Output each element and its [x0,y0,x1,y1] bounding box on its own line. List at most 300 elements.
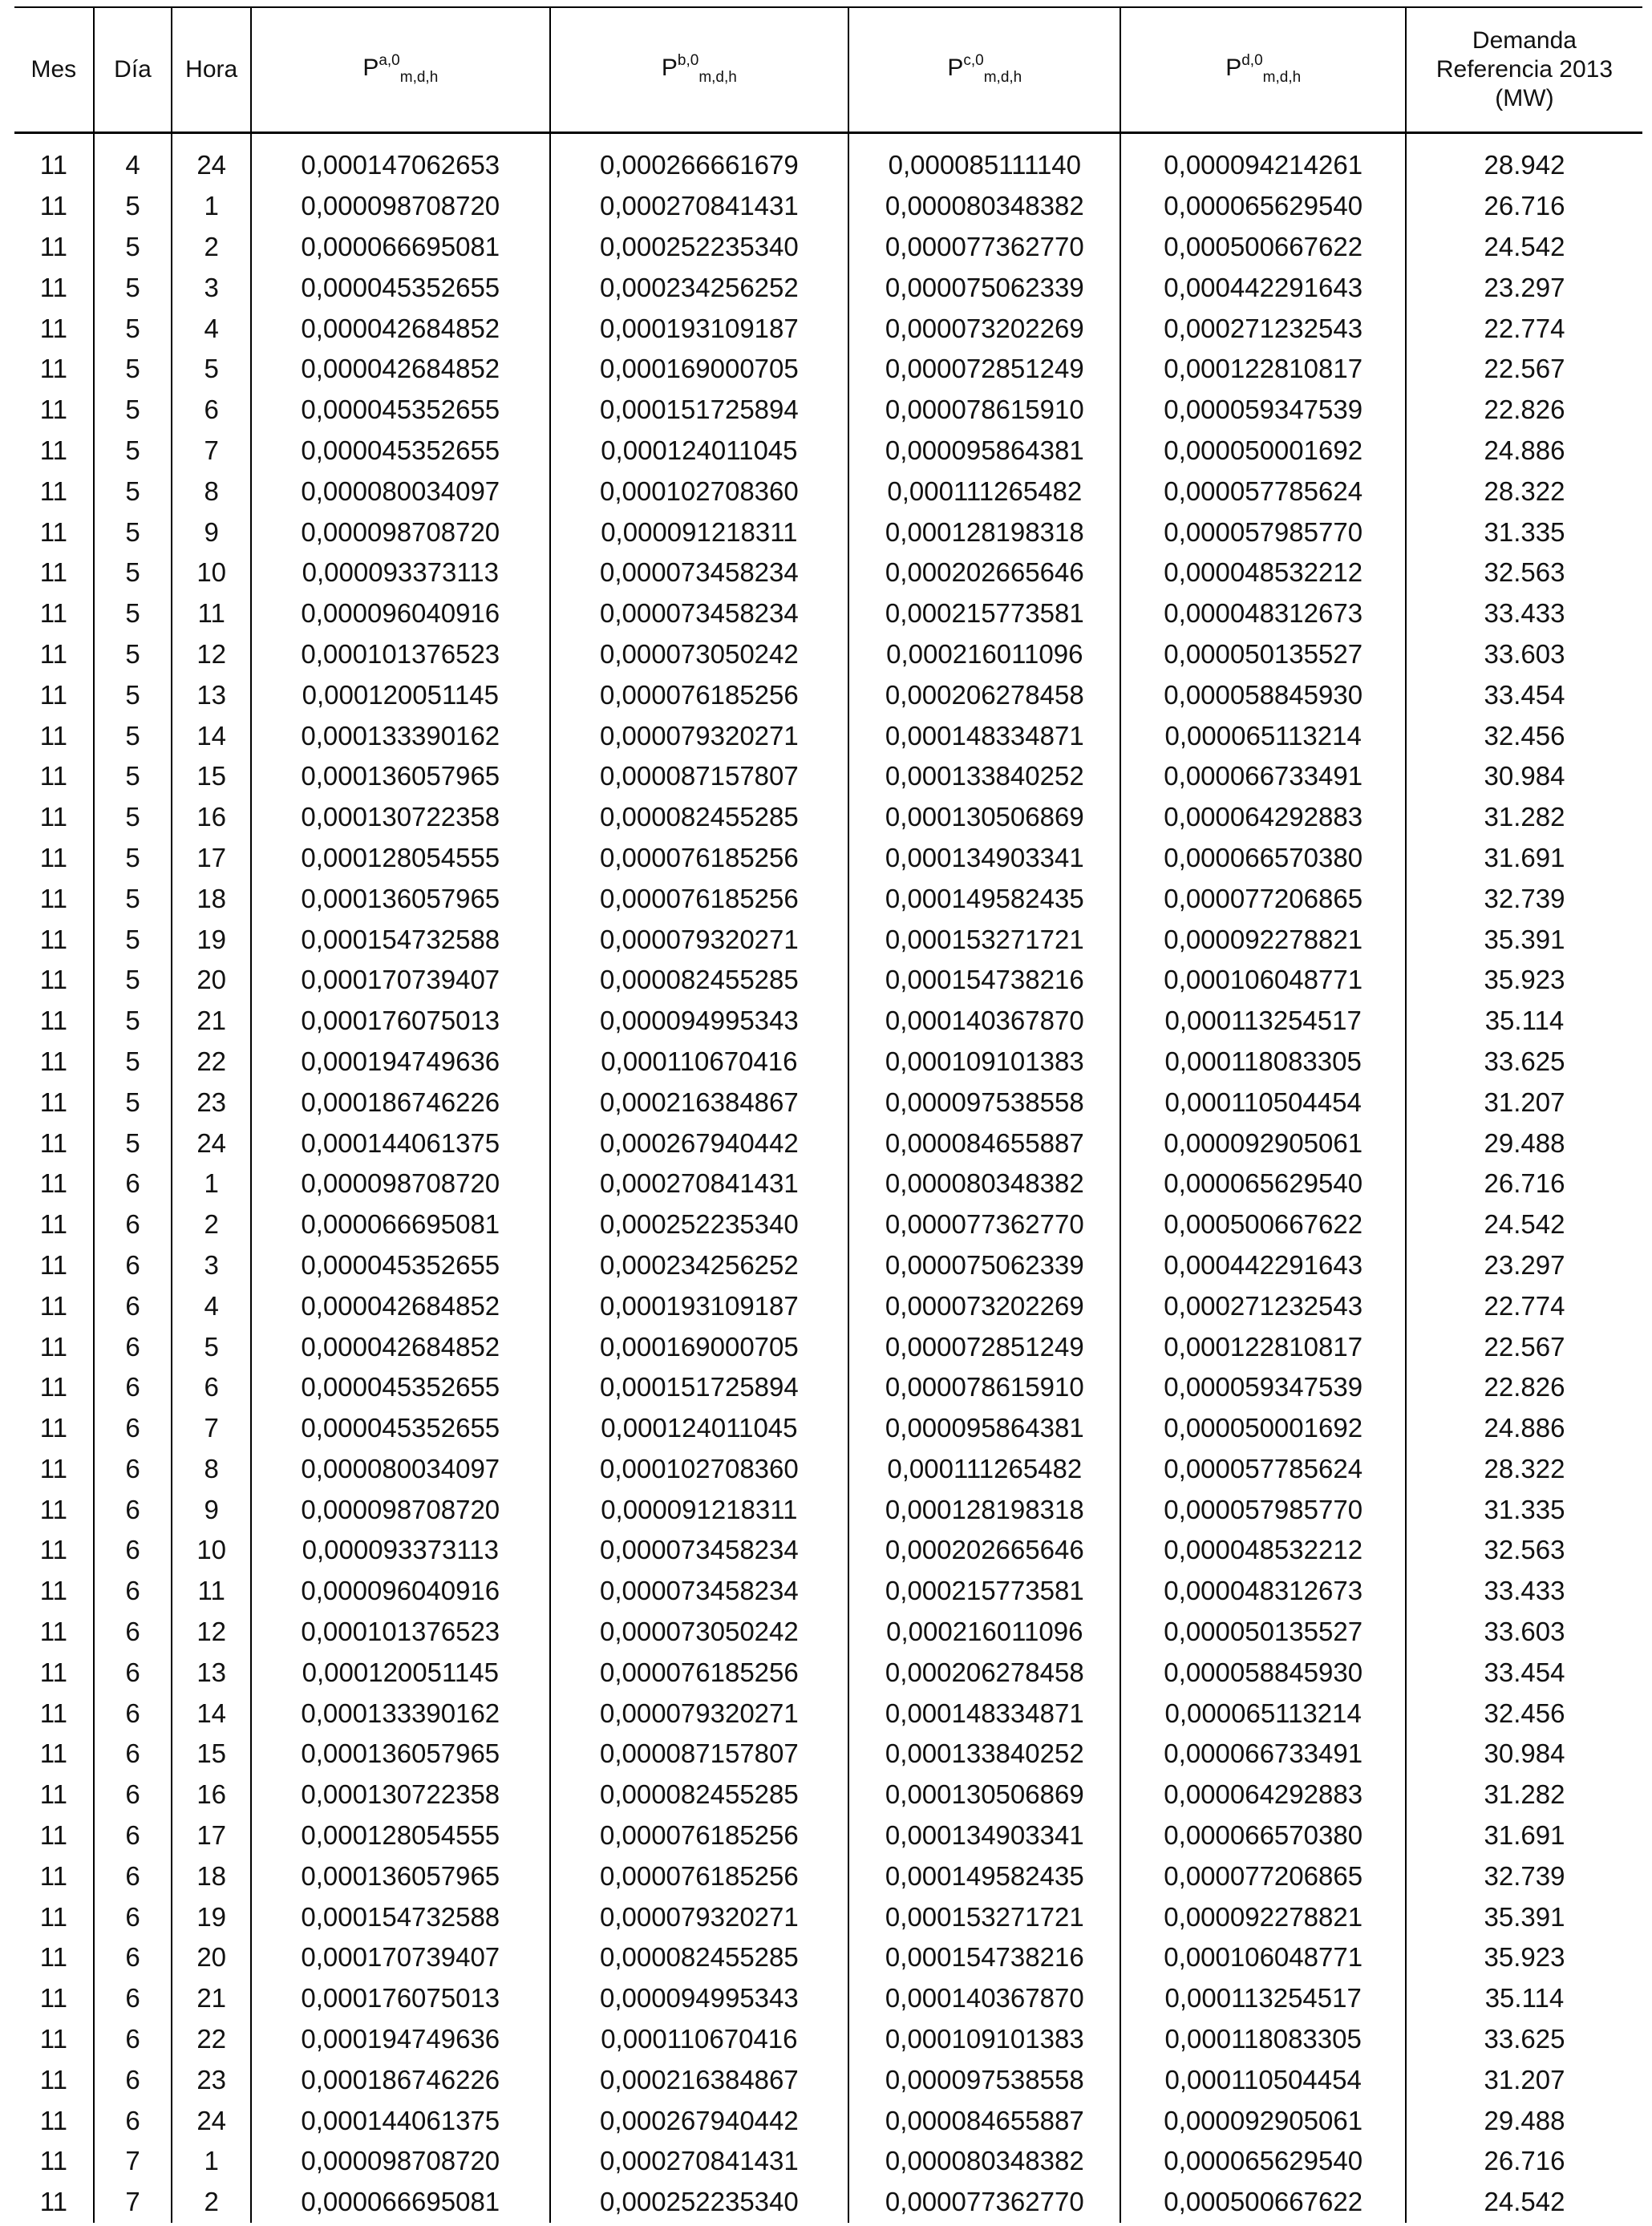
demanda-cell: 22.774 [1406,1285,1642,1326]
hora-cell: 5 [172,349,251,390]
mes-cell: 11 [14,308,94,349]
pa-cell: 0,000133390162 [251,715,550,756]
demanda-cell: 23.297 [1406,267,1642,308]
pd-cell: 0,000106048771 [1120,1937,1405,1978]
dia-cell: 5 [94,552,172,593]
pb-cell: 0,000110670416 [550,1042,849,1083]
mes-cell: 11 [14,1326,94,1367]
table-row [14,145,1642,186]
pd-cell: 0,000065629540 [1120,1164,1405,1204]
hora-cell: 7 [172,1408,251,1449]
pd-cell: 0,000271232543 [1120,308,1405,349]
hora-cell: 22 [172,2019,251,2060]
dia-cell: 5 [94,960,172,1001]
hora-cell: 3 [172,1245,251,1286]
pa-cell: 0,000098708720 [251,2141,550,2182]
mes-cell: 11 [14,1652,94,1693]
pa-cell: 0,000120051145 [251,1652,550,1693]
pd-cell: 0,000065629540 [1120,186,1405,227]
dia-cell: 5 [94,715,172,756]
pc-cell: 0,000078615910 [848,390,1120,431]
table-row [14,2182,1642,2223]
dia-cell: 5 [94,756,172,797]
pb-cell: 0,000193109187 [550,1285,849,1326]
table-row [14,1123,1642,1164]
mes-cell: 11 [14,512,94,552]
header-pc-sub: m,d,h [983,69,1022,86]
header-pa-sub: m,d,h [399,69,439,86]
demanda-cell: 33.603 [1406,1612,1642,1653]
header-pd [1120,7,1405,133]
hora-cell: 12 [172,1612,251,1653]
table-row [14,1734,1642,1775]
demanda-cell: 22.826 [1406,390,1642,431]
mes-cell: 11 [14,715,94,756]
header-dia: Día [94,7,172,133]
pa-cell: 0,000136057965 [251,878,550,919]
demanda-cell: 31.282 [1406,797,1642,838]
pb-cell: 0,000270841431 [550,2141,849,2182]
demanda-cell: 24.542 [1406,1204,1642,1245]
pc-cell: 0,000140367870 [848,1978,1120,2019]
pa-cell: 0,000096040916 [251,1571,550,1612]
dia-cell: 6 [94,1856,172,1896]
demanda-cell: 22.567 [1406,1326,1642,1367]
demanda-cell: 33.433 [1406,1571,1642,1612]
mes-cell: 11 [14,145,94,186]
header-pd-sup: d,0 [1241,52,1263,69]
pa-cell: 0,000080034097 [251,1449,550,1490]
pb-cell: 0,000252235340 [550,1204,849,1245]
pa-cell: 0,000066695081 [251,2182,550,2223]
hora-cell: 24 [172,1123,251,1164]
dia-cell: 5 [94,186,172,227]
mes-cell: 11 [14,349,94,390]
dia-cell: 6 [94,1815,172,1856]
hora-cell: 2 [172,1204,251,1245]
header-pb-sup: b,0 [677,52,699,69]
pd-cell: 0,000050135527 [1120,1612,1405,1653]
mes-cell: 11 [14,1856,94,1896]
table-row [14,1245,1642,1286]
table-row [14,838,1642,879]
demanda-cell: 32.456 [1406,715,1642,756]
pb-cell: 0,000234256252 [550,1245,849,1286]
table-row [14,186,1642,227]
dia-cell: 6 [94,1367,172,1408]
header-pb-base: P [661,55,678,81]
pb-cell: 0,000091218311 [550,1489,849,1530]
pb-cell: 0,000076185256 [550,674,849,715]
demanda-cell: 30.984 [1406,1734,1642,1775]
pc-cell: 0,000072851249 [848,1326,1120,1367]
table-row [14,1367,1642,1408]
dia-cell: 6 [94,1896,172,1937]
pb-cell: 0,000151725894 [550,390,849,431]
table-row [14,2059,1642,2100]
pd-cell: 0,000066570380 [1120,838,1405,879]
table-row [14,960,1642,1001]
demanda-cell: 29.488 [1406,1123,1642,1164]
pd-cell: 0,000065113214 [1120,715,1405,756]
table-row [14,674,1642,715]
pd-cell: 0,000122810817 [1120,349,1405,390]
pb-cell: 0,000270841431 [550,186,849,227]
table-row [14,1815,1642,1856]
pc-cell: 0,000206278458 [848,1652,1120,1693]
mes-cell: 11 [14,471,94,512]
pd-cell: 0,000106048771 [1120,960,1405,1001]
hora-cell: 8 [172,471,251,512]
pa-cell: 0,000144061375 [251,2100,550,2141]
demanda-cell: 35.923 [1406,1937,1642,1978]
pb-cell: 0,000073458234 [550,552,849,593]
pd-cell: 0,000064292883 [1120,797,1405,838]
demand-profile-table [14,6,1642,2223]
table-row [14,1612,1642,1653]
dia-cell: 6 [94,1937,172,1978]
dia-cell: 5 [94,390,172,431]
pd-cell: 0,000113254517 [1120,1978,1405,2019]
pb-cell: 0,000252235340 [550,2182,849,2223]
hora-cell: 24 [172,2100,251,2141]
pa-cell: 0,000042684852 [251,1326,550,1367]
pc-cell: 0,000148334871 [848,1693,1120,1734]
pc-cell: 0,000073202269 [848,1285,1120,1326]
mes-cell: 11 [14,1001,94,1042]
pa-cell: 0,000144061375 [251,1123,550,1164]
mes-cell: 11 [14,1285,94,1326]
pc-cell: 0,000095864381 [848,1408,1120,1449]
pc-cell: 0,000109101383 [848,2019,1120,2060]
pd-cell: 0,000092905061 [1120,2100,1405,2141]
dia-cell: 5 [94,227,172,268]
hora-cell: 11 [172,593,251,634]
pd-cell: 0,000092905061 [1120,1123,1405,1164]
pd-cell: 0,000122810817 [1120,1326,1405,1367]
demanda-cell: 33.625 [1406,2019,1642,2060]
pd-cell: 0,000094214261 [1120,145,1405,186]
header-pc [848,7,1120,133]
demanda-cell: 24.886 [1406,1408,1642,1449]
dia-cell: 5 [94,797,172,838]
hora-cell: 16 [172,797,251,838]
mes-cell: 11 [14,593,94,634]
dia-cell: 6 [94,1326,172,1367]
pa-cell: 0,000154732588 [251,919,550,960]
pc-cell: 0,000084655887 [848,1123,1120,1164]
pc-cell: 0,000075062339 [848,267,1120,308]
pa-cell: 0,000080034097 [251,471,550,512]
hora-cell: 16 [172,1775,251,1815]
hora-cell: 12 [172,634,251,675]
mes-cell: 11 [14,634,94,675]
dia-cell: 5 [94,674,172,715]
mes-cell: 11 [14,1571,94,1612]
hora-cell: 13 [172,674,251,715]
dia-cell: 6 [94,1449,172,1490]
pa-cell: 0,000186746226 [251,1082,550,1123]
pd-cell: 0,000118083305 [1120,1042,1405,1083]
pa-cell: 0,000042684852 [251,1285,550,1326]
dia-cell: 5 [94,1042,172,1083]
table-row [14,1204,1642,1245]
dia-cell: 6 [94,1489,172,1530]
header-pa-sup: a,0 [379,52,400,69]
demanda-cell: 28.322 [1406,471,1642,512]
table-row [14,715,1642,756]
hora-cell: 4 [172,1285,251,1326]
pc-cell: 0,000202665646 [848,1530,1120,1571]
gap-cell [94,133,172,146]
pa-cell: 0,000194749636 [251,1042,550,1083]
pb-cell: 0,000252235340 [550,227,849,268]
pb-cell: 0,000266661679 [550,145,849,186]
pc-cell: 0,000215773581 [848,593,1120,634]
pb-cell: 0,000076185256 [550,1856,849,1896]
demanda-cell: 31.207 [1406,2059,1642,2100]
pc-cell: 0,000097538558 [848,1082,1120,1123]
hora-cell: 1 [172,1164,251,1204]
header-mes: Mes [14,7,94,133]
header-demanda-line-1: Demanda [1472,27,1577,54]
demanda-cell: 24.542 [1406,227,1642,268]
table-row [14,593,1642,634]
demanda-cell: 35.391 [1406,1896,1642,1937]
pa-cell: 0,000176075013 [251,1978,550,2019]
pc-cell: 0,000133840252 [848,1734,1120,1775]
demanda-cell: 33.454 [1406,1652,1642,1693]
hora-cell: 14 [172,1693,251,1734]
hora-cell: 18 [172,878,251,919]
pd-cell: 0,000442291643 [1120,1245,1405,1286]
demanda-cell: 28.942 [1406,145,1642,186]
dia-cell: 5 [94,838,172,879]
pa-cell: 0,000093373113 [251,552,550,593]
table-row [14,2141,1642,2182]
pc-cell: 0,000085111140 [848,145,1120,186]
pb-cell: 0,000169000705 [550,1326,849,1367]
dia-cell: 6 [94,1612,172,1653]
pb-cell: 0,000079320271 [550,1693,849,1734]
dia-cell: 6 [94,1245,172,1286]
pc-cell: 0,000149582435 [848,1856,1120,1896]
hora-cell: 17 [172,838,251,879]
mes-cell: 11 [14,756,94,797]
demanda-cell: 22.774 [1406,308,1642,349]
pa-cell: 0,000098708720 [251,1164,550,1204]
table-row [14,1530,1642,1571]
header-demanda [1406,7,1642,133]
table-row [14,1082,1642,1123]
dia-cell: 6 [94,1571,172,1612]
pd-cell: 0,000059347539 [1120,1367,1405,1408]
pd-cell: 0,000058845930 [1120,1652,1405,1693]
pd-cell: 0,000064292883 [1120,1775,1405,1815]
dia-cell: 6 [94,1693,172,1734]
dia-cell: 5 [94,1082,172,1123]
pd-cell: 0,000066733491 [1120,756,1405,797]
demanda-cell: 29.488 [1406,2100,1642,2141]
mes-cell: 11 [14,919,94,960]
pd-cell: 0,000092278821 [1120,919,1405,960]
pb-cell: 0,000073458234 [550,1530,849,1571]
hora-cell: 3 [172,267,251,308]
mes-cell: 11 [14,1449,94,1490]
pb-cell: 0,000267940442 [550,2100,849,2141]
pa-cell: 0,000098708720 [251,1489,550,1530]
pb-cell: 0,000082455285 [550,960,849,1001]
pb-cell: 0,000082455285 [550,797,849,838]
pc-cell: 0,000148334871 [848,715,1120,756]
hora-cell: 5 [172,1326,251,1367]
pd-cell: 0,000065113214 [1120,1693,1405,1734]
hora-cell: 21 [172,1001,251,1042]
hora-cell: 13 [172,1652,251,1693]
header-pc-base: P [947,55,964,81]
demanda-cell: 26.716 [1406,1164,1642,1204]
pc-cell: 0,000080348382 [848,186,1120,227]
mes-cell: 11 [14,2059,94,2100]
pa-cell: 0,000093373113 [251,1530,550,1571]
pb-cell: 0,000079320271 [550,1896,849,1937]
hora-cell: 15 [172,756,251,797]
hora-cell: 10 [172,552,251,593]
mes-cell: 11 [14,1082,94,1123]
mes-cell: 11 [14,1937,94,1978]
demanda-cell: 31.207 [1406,1082,1642,1123]
demanda-cell: 26.716 [1406,186,1642,227]
pd-cell: 0,000057785624 [1120,1449,1405,1490]
table-row [14,1896,1642,1937]
header-pa-base: P [362,55,379,81]
mes-cell: 11 [14,552,94,593]
pa-cell: 0,000147062653 [251,145,550,186]
dia-cell: 5 [94,471,172,512]
pc-cell: 0,000153271721 [848,919,1120,960]
pb-cell: 0,000079320271 [550,715,849,756]
pa-cell: 0,000170739407 [251,1937,550,1978]
dia-cell: 6 [94,1775,172,1815]
pa-cell: 0,000066695081 [251,1204,550,1245]
pd-cell: 0,000048312673 [1120,1571,1405,1612]
document-page [14,6,1642,2223]
dia-cell: 4 [94,145,172,186]
demanda-cell: 33.603 [1406,634,1642,675]
pd-cell: 0,000271232543 [1120,1285,1405,1326]
header-pb [550,7,849,133]
pd-cell: 0,000066570380 [1120,1815,1405,1856]
pd-cell: 0,000118083305 [1120,2019,1405,2060]
hora-cell: 1 [172,2141,251,2182]
pb-cell: 0,000091218311 [550,512,849,552]
table-row [14,1856,1642,1896]
mes-cell: 11 [14,1245,94,1286]
hora-cell: 15 [172,1734,251,1775]
pa-cell: 0,000170739407 [251,960,550,1001]
pb-cell: 0,000124011045 [550,1408,849,1449]
table-row [14,1001,1642,1042]
pa-cell: 0,000096040916 [251,593,550,634]
pd-cell: 0,000058845930 [1120,674,1405,715]
hora-cell: 20 [172,960,251,1001]
pb-cell: 0,000110670416 [550,2019,849,2060]
mes-cell: 11 [14,1734,94,1775]
dia-cell: 6 [94,1530,172,1571]
hora-cell: 14 [172,715,251,756]
table-row [14,2100,1642,2141]
pa-cell: 0,000101376523 [251,634,550,675]
hora-cell: 11 [172,1571,251,1612]
hora-cell: 17 [172,1815,251,1856]
hora-cell: 4 [172,308,251,349]
pb-cell: 0,000124011045 [550,431,849,472]
demanda-cell: 32.739 [1406,878,1642,919]
pa-cell: 0,000128054555 [251,838,550,879]
dia-cell: 5 [94,267,172,308]
demanda-cell: 23.297 [1406,1245,1642,1286]
pc-cell: 0,000216011096 [848,1612,1120,1653]
pc-cell: 0,000084655887 [848,2100,1120,2141]
dia-cell: 6 [94,1164,172,1204]
header-pd-base: P [1225,55,1242,81]
table-row [14,431,1642,472]
table-row [14,552,1642,593]
demanda-cell: 31.691 [1406,838,1642,879]
demanda-cell: 32.456 [1406,1693,1642,1734]
table-row [14,1693,1642,1734]
pb-cell: 0,000082455285 [550,1937,849,1978]
mes-cell: 11 [14,2100,94,2141]
pb-cell: 0,000216384867 [550,1082,849,1123]
table-row [14,390,1642,431]
pa-cell: 0,000098708720 [251,186,550,227]
demanda-cell: 33.454 [1406,674,1642,715]
mes-cell: 11 [14,838,94,879]
mes-cell: 11 [14,1978,94,2019]
header-demanda-line-2: Referencia 2013 [1435,56,1614,83]
mes-cell: 11 [14,1489,94,1530]
mes-cell: 11 [14,267,94,308]
dia-cell: 5 [94,634,172,675]
table-row [14,471,1642,512]
pa-cell: 0,000042684852 [251,308,550,349]
pb-cell: 0,000079320271 [550,919,849,960]
header-pc-sup: c,0 [963,52,984,69]
pd-cell: 0,000110504454 [1120,2059,1405,2100]
header-pa [251,7,550,133]
mes-cell: 11 [14,2141,94,2182]
pc-cell: 0,000140367870 [848,1001,1120,1042]
pa-cell: 0,000045352655 [251,1245,550,1286]
pc-cell: 0,000072851249 [848,349,1120,390]
table-row [14,1326,1642,1367]
gap-cell [14,133,94,146]
mes-cell: 11 [14,1530,94,1571]
pc-cell: 0,000109101383 [848,1042,1120,1083]
mes-cell: 11 [14,390,94,431]
table-row [14,512,1642,552]
dia-cell: 5 [94,308,172,349]
demanda-cell: 32.739 [1406,1856,1642,1896]
demanda-cell: 28.322 [1406,1449,1642,1490]
dia-cell: 6 [94,2059,172,2100]
demanda-cell: 31.335 [1406,1489,1642,1530]
pd-cell: 0,000500667622 [1120,227,1405,268]
header-pd-sub: m,d,h [1262,69,1302,86]
pc-cell: 0,000149582435 [848,878,1120,919]
pb-cell: 0,000094995343 [550,1001,849,1042]
